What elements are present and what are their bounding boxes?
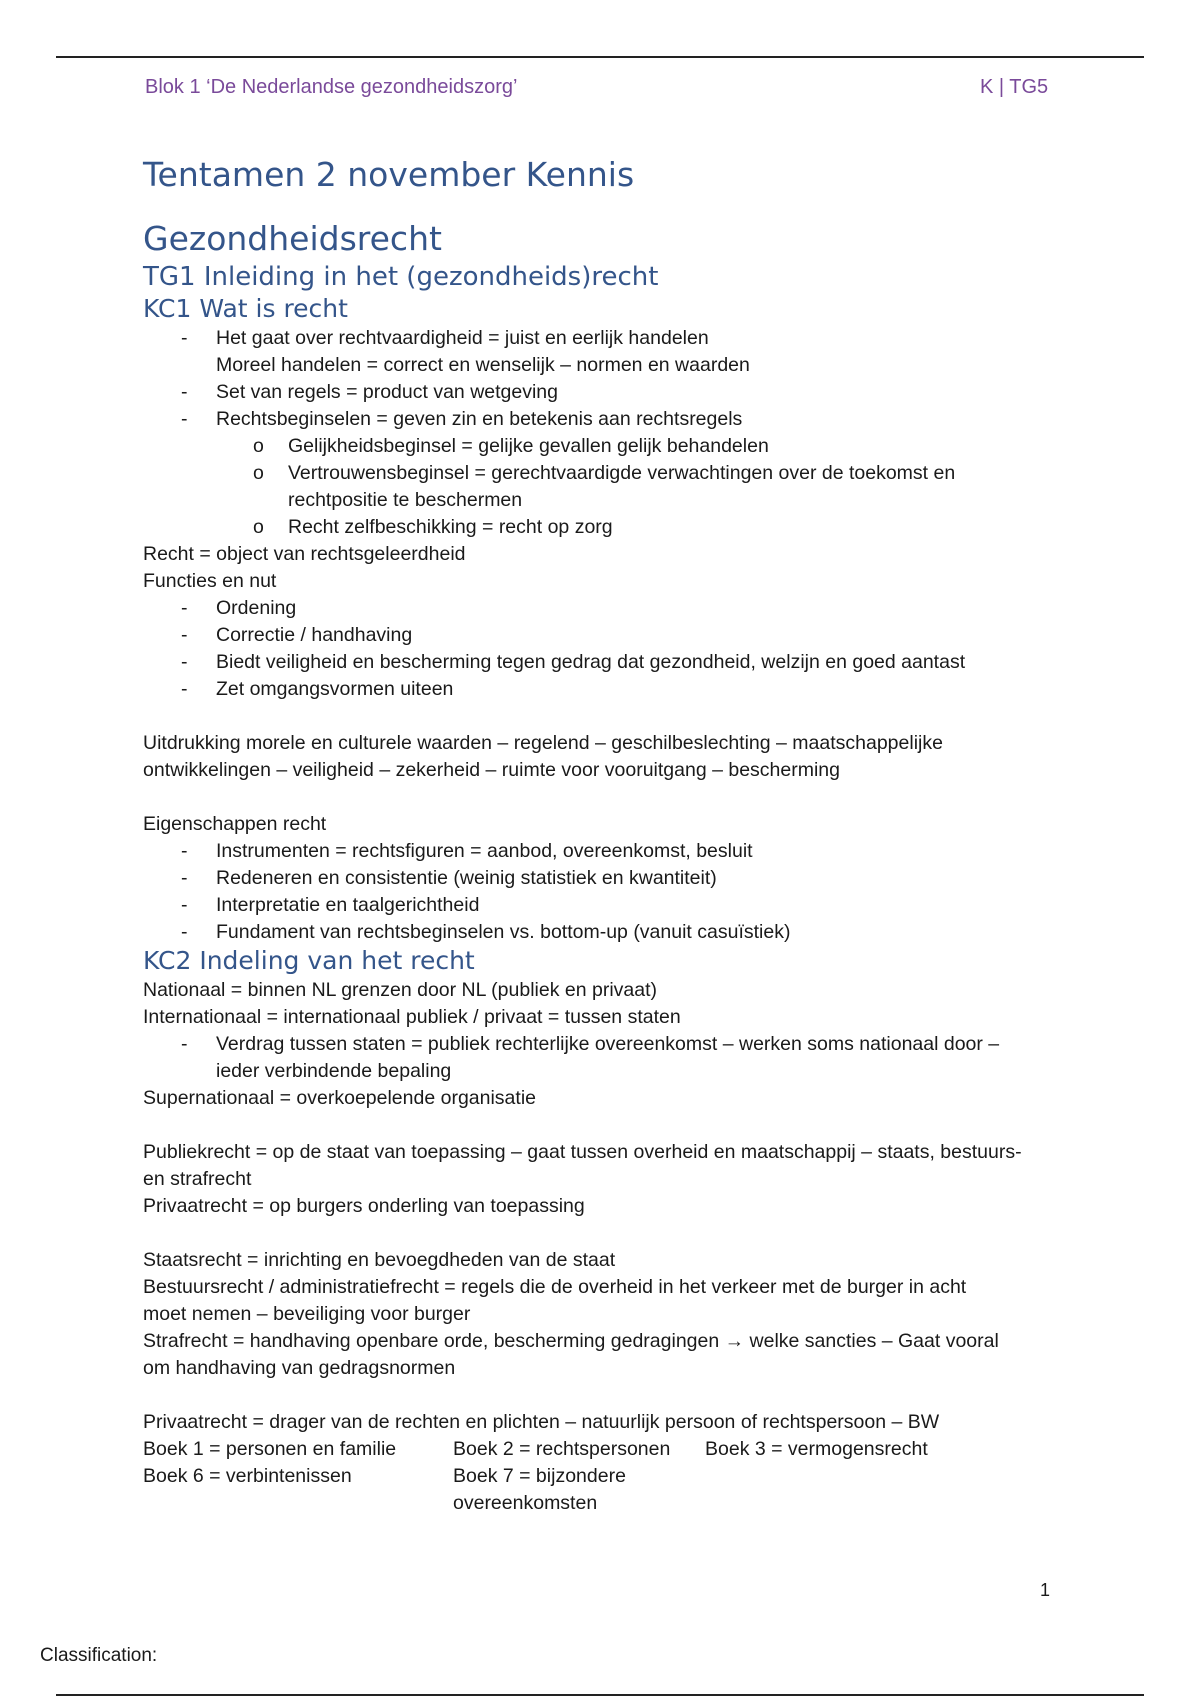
text-line: Strafrecht = handhaving openbare orde, bescherming gedragingen → welke sancties – Gaat vooral — [143, 1330, 999, 1352]
bottom-rule — [56, 1694, 1144, 1696]
text-line: moet nemen – beveiliging voor burger — [143, 1303, 471, 1325]
text-line: Publiekrecht = op de staat van toepassing – gaat tussen overheid en maatschappij – staats, bestuurs- — [143, 1141, 1022, 1163]
text-line: Eigenschappen recht — [143, 813, 327, 835]
list-item: - Correctie / handhaving — [143, 622, 1063, 649]
header-left: Blok 1 ‘De Nederlandse gezondheidszorg’ — [145, 76, 518, 98]
list-item: - Redeneren en consistentie (weinig statistiek en kwantiteit) — [143, 865, 1063, 892]
list-item: - Fundament van rechtsbeginselen vs. bottom-up (vanuit casuïstiek) — [143, 919, 1063, 946]
text-line: Nationaal = binnen NL grenzen door NL (publiek en privaat) — [143, 979, 657, 1001]
list-item: - Het gaat over rechtvaardigheid = juist en eerlijk handelen — [143, 325, 1063, 352]
list-item: - Zet omgangsvormen uiteen — [143, 676, 1063, 703]
list-item: - Interpretatie en taalgerichtheid — [143, 892, 1063, 919]
text-line: Recht = object van rechtsgeleerdheid — [143, 543, 466, 565]
text-line: Staatsrecht = inrichting en bevoegdheden van de staat — [143, 1249, 616, 1271]
sub-list-item: o Vertrouwensbeginsel = gerechtvaardigde verwachtingen over de toekomst en — [143, 460, 1063, 487]
boek-item: Boek 2 = rechtspersonen — [453, 1438, 671, 1460]
boek-item: Boek 7 = bijzondere overeenkomsten — [453, 1465, 626, 1514]
text-line: ontwikkelingen – veiligheid – zekerheid – ruimte voor vooruitgang – bescherming — [143, 759, 840, 781]
kc2-heading: KC2 Indeling van het recht — [143, 946, 475, 975]
list-item: - Verdrag tussen staten = publiek rechterlijke overeenkomst – werken soms nationaal door – — [143, 1031, 1063, 1058]
text-line: Uitdrukking morele en culturele waarden – regelend – geschilbeslechting – maatschappelijke — [143, 732, 943, 754]
sub-list-item: o Gelijkheidsbeginsel = gelijke gevallen gelijk behandelen — [143, 433, 1063, 460]
text-line: Supernationaal = overkoepelende organisatie — [143, 1087, 536, 1109]
text-line: Privaatrecht = op burgers onderling van toepassing — [143, 1195, 585, 1217]
list-item: - Set van regels = product van wetgeving — [143, 379, 1063, 406]
classification-label: Classification: — [40, 1645, 158, 1666]
tg1-heading: TG1 Inleiding in het (gezondheids)recht — [143, 262, 659, 292]
text-line: om handhaving van gedragsnormen — [143, 1357, 456, 1379]
list-item: - Ordening — [143, 595, 1063, 622]
document-body — [143, 155, 1063, 1517]
page-title: Tentamen 2 november Kennis — [143, 155, 635, 194]
list-item: - Rechtsbeginselen = geven zin en betekenis aan rechtsregels — [143, 406, 1063, 433]
subject-heading: Gezondheidsrecht — [143, 219, 442, 258]
text-line: Bestuursrecht / administratiefrecht = regels die de overheid in het verkeer met de burger in acht — [143, 1276, 967, 1298]
text-line: Privaatrecht = drager van de rechten en plichten – natuurlijk persoon of rechtspersoon – BW — [143, 1411, 940, 1433]
list-item: - Biedt veiligheid en bescherming tegen gedrag dat gezondheid, welzijn en goed aantast — [143, 649, 1063, 676]
list-item-continuation: ieder verbindende bepaling — [216, 1060, 452, 1082]
header-right: K | TG5 — [980, 76, 1049, 98]
text-line: Functies en nut — [143, 570, 277, 592]
text-line: en strafrecht — [143, 1168, 252, 1190]
page-number: 1 — [1040, 1580, 1051, 1600]
list-item-continuation: Moreel handelen = correct en wenselijk – normen en waarden — [216, 354, 750, 376]
list-item: - Instrumenten = rechtsfiguren = aanbod, overeenkomst, besluit — [143, 838, 1063, 865]
boek-item: Boek 3 = vermogensrecht — [705, 1438, 928, 1460]
boek-grid — [143, 1436, 1063, 1517]
sub-list-item-continuation: rechtpositie te beschermen — [288, 489, 523, 511]
kc1-heading: KC1 Wat is recht — [143, 294, 348, 323]
boek-item: Boek 6 = verbintenissen — [143, 1465, 352, 1487]
sub-list-item: o Recht zelfbeschikking = recht op zorg — [143, 514, 1063, 541]
text-line: Internationaal = internationaal publiek / privaat = tussen staten — [143, 1006, 681, 1028]
boek-item: Boek 1 = personen en familie — [143, 1438, 397, 1460]
top-rule — [56, 56, 1144, 58]
